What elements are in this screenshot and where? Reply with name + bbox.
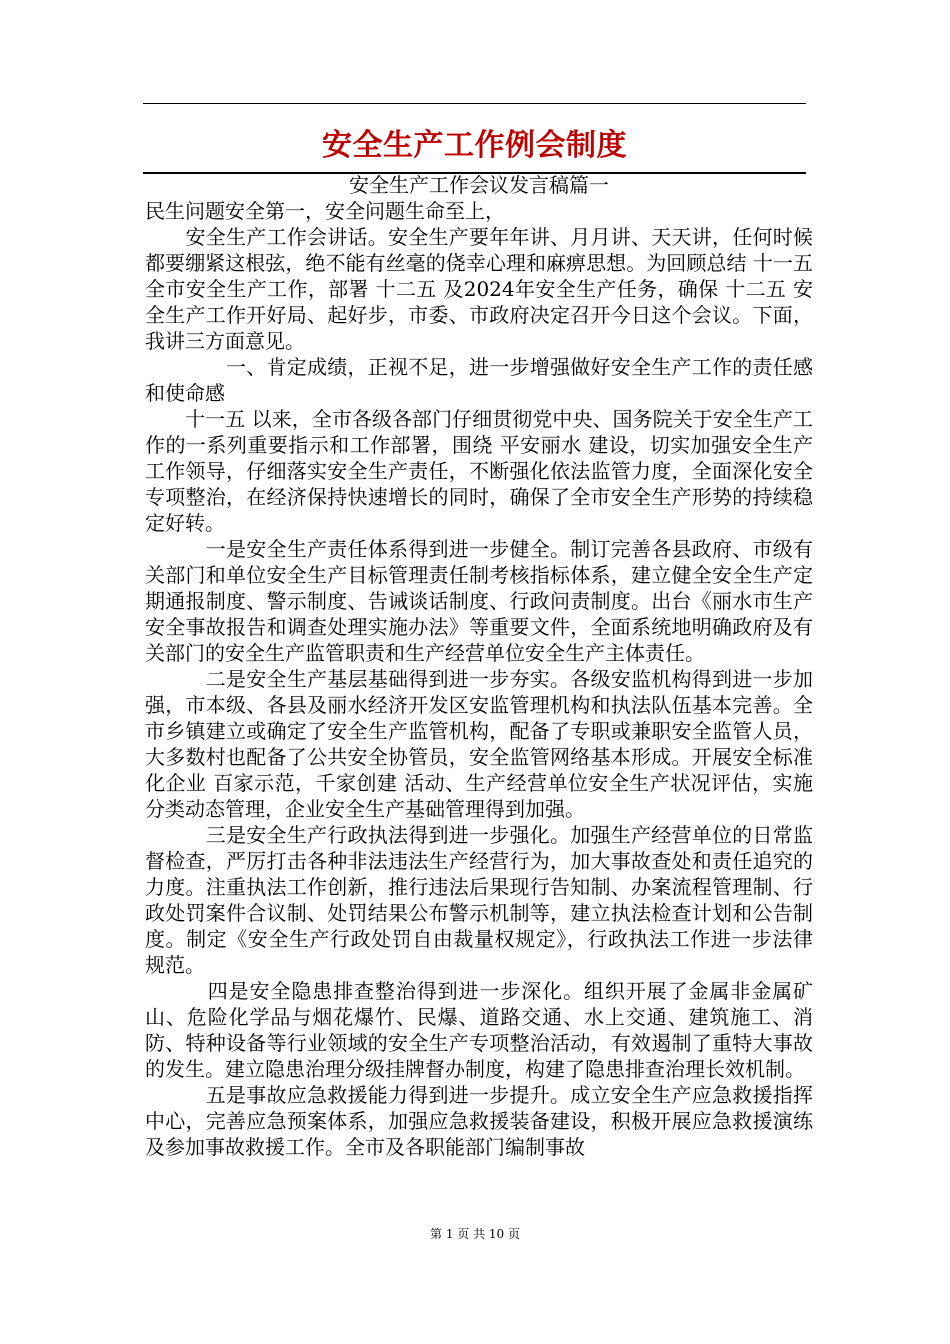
paragraph: 五是事故应急救援能力得到进一步提升。成立安全生产应急救援指挥中心，完善应急预案体系，加强应急救援装备建设，积极开展应急救援演练及参加事故救援工作。全市及各职能部门编制事故 [145,1083,813,1159]
header-rule [143,103,806,104]
paragraph: 四是安全隐患排查整治得到进一步深化。组织开展了金属非金属矿山、危险化学品与烟花爆竹、民爆、道路交通、水上交通、建筑施工、消防、特种设备等行业领域的安全生产专项整治活动，有效遏制了重特大事故的发生。建立隐患治理分级挂牌督办制度，构建了隐患排查治理长效机制。 [145,979,813,1081]
paragraph: 十一五 以来，全市各级各部门仔细贯彻党中央、国务院关于安全生产工作的一系列重要指示和工作部署，围绕 平安丽水 建设，切实加强安全生产工作领导，仔细落实安全生产责任，不断强化依法监管力度，全面深化安全专项整治，在经济保持快速增长的同时，确保了全市安全生产形势的持续稳定好转。 [145,407,813,535]
document-subtitle: 安全生产工作会议发言稿篇一 [349,173,609,197]
paragraph: 民生问题安全第一，安全问题生命至上， [145,199,505,223]
paragraph: 三是安全生产行政执法得到进一步强化。加强生产经营单位的日常监督检查，严厉打击各种非法违法生产经营行为，加大事故查处和责任追究的力度。注重执法工作创新，推行违法后果现行告知制、办案流程管理制、行政处罚案件合议制、处罚结果公布警示机制等，建立执法检查计划和公告制度。制定《安全生产行政处罚自由裁量权规定》，行政执法工作进一步法律规范。 [145,823,813,977]
page-number: 第 1 页 共 10 页 [430,1227,520,1241]
paragraph: 一是安全生产责任体系得到进一步健全。制订完善各县政府、市级有关部门和单位安全生产目标管理责任制考核指标体系，建立健全安全生产定期通报制度、警示制度、告诫谈话制度、行政问责制度。出台《丽水市生产安全事故报告和调查处理实施办法》等重要文件，全面系统地明确政府及有关部门的安全生产监管职责和生产经营单位安全生产主体责任。 [145,537,813,665]
paragraph: 二是安全生产基层基础得到进一步夯实。各级安监机构得到进一步加强，市本级、各县及丽水经济开发区安监管理机构和执法队伍基本完善。全市乡镇建立或确定了安全生产监管机构，配备了专职或兼职安全监管人员，大多数村也配备了公共安全协管员，安全监管网络基本形成。开展安全标准化企业 百家示范，千家创建 活动、生产经营单位安全生产状况评估，实施分类动态管理，企业安全生产基础管理得到加强。 [145,667,813,821]
document-body [145,172,813,1160]
section-heading: 一、肯定成绩，正视不足，进一步增强做好安全生产工作的责任感和使命感 [145,355,813,405]
document-title: 安全生产工作例会制度 [322,128,627,163]
paragraph: 安全生产工作会讲话。安全生产要年年讲、月月讲、天天讲，任何时候都要绷紧这根弦，绝不能有丝毫的侥幸心理和麻痹思想。为回顾总结 十一五 全市安全生产工作，部署 十二五 及2024年安全生产任务，确保 十二五 安全生产工作开好局、起好步，市委、市政府决定召开今日这个会议。下面，我讲三方面意见。 [145,225,813,353]
